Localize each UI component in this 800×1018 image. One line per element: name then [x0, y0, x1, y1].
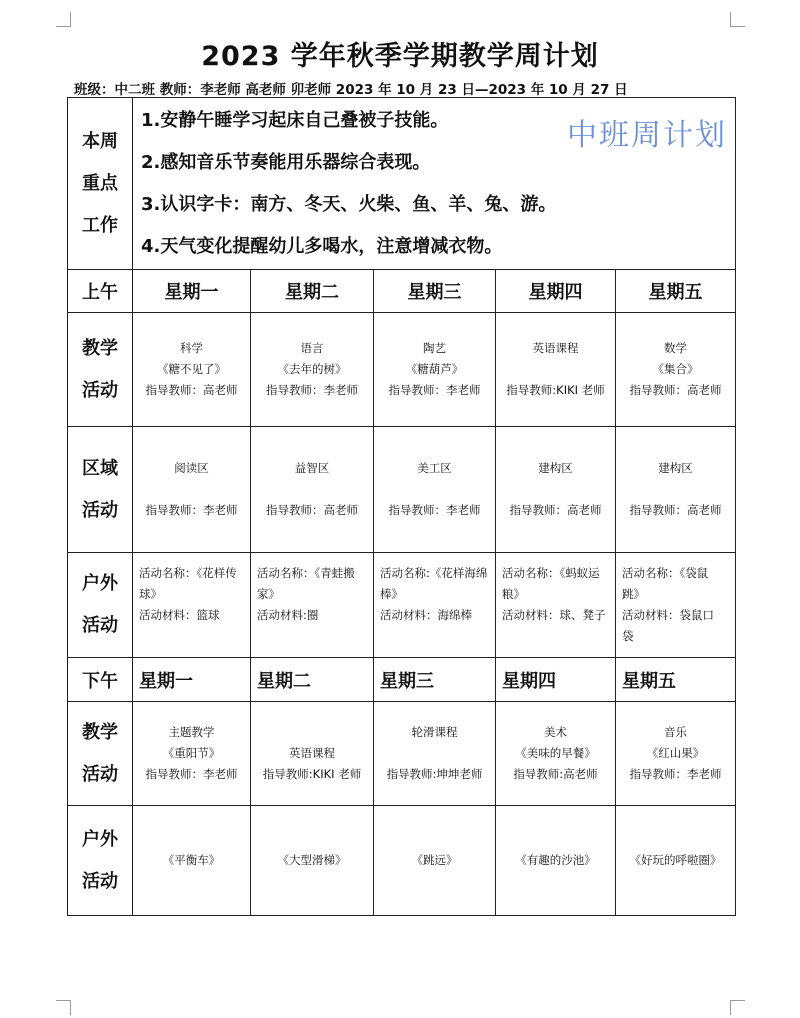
area-cell: 建构区 指导教师：高老师 — [496, 427, 616, 553]
day-header: 星期三 — [374, 270, 496, 313]
focus-item: 1.安静午睡学习起床自己叠被子技能。 — [141, 109, 449, 131]
afternoon-label: 下午 — [68, 658, 133, 702]
teaching-cell: 英语课程 指导教师:KIKI 老师 — [251, 702, 374, 806]
outdoor-cell: 活动名称:《花样海绵 棒》 活动材料：海绵棒 — [374, 553, 496, 658]
afternoon-outdoor-row — [68, 806, 736, 916]
area-cell: 建构区 指导教师：高老师 — [616, 427, 736, 553]
outdoor-cell: 《好玩的呼啦圈》 — [616, 806, 736, 916]
page-title: 2023 学年秋季学期教学周计划 — [201, 41, 599, 72]
teaching-label: 教学 活动 — [68, 313, 133, 427]
afternoon-teaching-row — [68, 702, 736, 806]
day-header: 星期一 — [133, 270, 251, 313]
area-cell: 美工区 指导教师：李老师 — [374, 427, 496, 553]
day-header: 星期二 — [251, 270, 374, 313]
outdoor-label: 户外 活动 — [68, 806, 133, 916]
morning-teaching-row — [68, 313, 736, 427]
day-header: 星期三 — [374, 658, 496, 702]
focus-item: 3.认识字卡：南方、冬天、火柴、鱼、羊、兔、游。 — [141, 193, 557, 215]
class-info: 班级：中二班 教师：李老师 高老师 卯老师 2023 年 10 月 23 日—2023 年 10 月 27 日 — [74, 82, 628, 98]
outdoor-cell: 活动名称：《蚂蚁运 粮》 活动材料：球、凳子 — [496, 553, 616, 658]
focus-label: 本周 重点 工作 — [68, 98, 133, 270]
day-header: 星期五 — [616, 658, 736, 702]
day-header: 星期二 — [251, 658, 374, 702]
teaching-cell: 陶艺 《糖葫芦》 指导教师：李老师 — [374, 313, 496, 427]
weekly-plan-table — [67, 97, 736, 916]
morning-header-row — [68, 270, 736, 313]
teaching-label: 教学 活动 — [68, 702, 133, 806]
handwritten-note: 中班周计划 — [567, 118, 727, 153]
teaching-cell: 数学 《集合》 指导教师：高老师 — [616, 313, 736, 427]
day-header: 星期四 — [496, 270, 616, 313]
outdoor-cell: 活动名称：《袋鼠 跳》 活动材料：袋鼠口 袋 — [616, 553, 736, 658]
outdoor-cell: 《平衡车》 — [133, 806, 251, 916]
teaching-cell: 轮滑课程 指导教师:坤坤老师 — [374, 702, 496, 806]
afternoon-header-row — [68, 658, 736, 702]
teaching-cell: 科学 《糖不见了》 指导教师：高老师 — [133, 313, 251, 427]
focus-row — [68, 98, 736, 270]
morning-area-row — [68, 427, 736, 553]
teaching-cell: 音乐 《红山果》 指导教师：李老师 — [616, 702, 736, 806]
morning-label: 上午 — [68, 270, 133, 313]
teaching-cell: 主题教学 《重阳节》 指导教师：李老师 — [133, 702, 251, 806]
crop-mark-bottom-right — [730, 1000, 745, 1015]
crop-mark-top-left — [56, 12, 71, 27]
outdoor-cell: 活动名称：《青蛙搬 家》 活动材料:圈 — [251, 553, 374, 658]
outdoor-label: 户外 活动 — [68, 553, 133, 658]
focus-item: 4.天气变化提醒幼儿多喝水，注意增减衣物。 — [141, 235, 503, 257]
focus-items — [133, 98, 736, 270]
day-header: 星期四 — [496, 658, 616, 702]
teaching-cell: 英语课程 指导教师:KIKI 老师 — [496, 313, 616, 427]
day-header: 星期一 — [133, 658, 251, 702]
focus-item: 2.感知音乐节奏能用乐器综合表现。 — [141, 151, 431, 173]
area-cell: 益智区 指导教师：高老师 — [251, 427, 374, 553]
area-label: 区域 活动 — [68, 427, 133, 553]
crop-mark-top-right — [730, 12, 745, 27]
teaching-cell: 语言 《去年的树》 指导教师：李老师 — [251, 313, 374, 427]
outdoor-cell: 《有趣的沙池》 — [496, 806, 616, 916]
area-cell: 阅读区 指导教师：李老师 — [133, 427, 251, 553]
morning-outdoor-row — [68, 553, 736, 658]
outdoor-cell: 活动名称：《花样传 球》 活动材料：篮球 — [133, 553, 251, 658]
outdoor-cell: 《跳远》 — [374, 806, 496, 916]
day-header: 星期五 — [616, 270, 736, 313]
teaching-cell: 美术 《美味的早餐》 指导教师:高老师 — [496, 702, 616, 806]
crop-mark-bottom-left — [56, 1000, 71, 1015]
outdoor-cell: 《大型滑梯》 — [251, 806, 374, 916]
